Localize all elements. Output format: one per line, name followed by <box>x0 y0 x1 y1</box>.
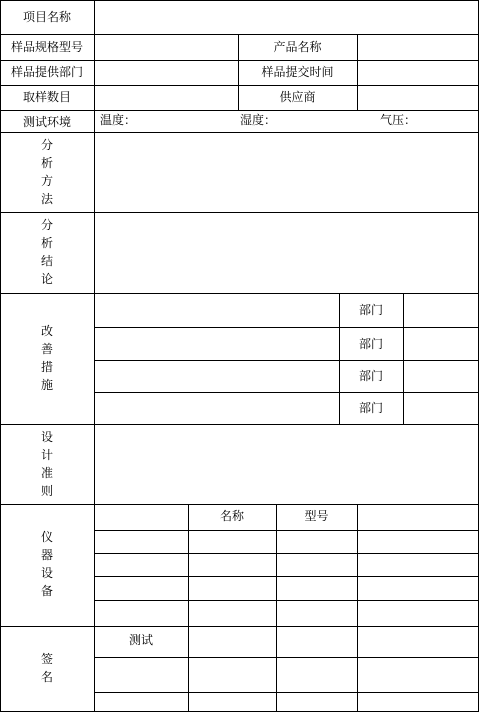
dept-label-4: 部门 <box>358 401 383 415</box>
improvement-label: 改善措施 <box>40 324 53 392</box>
temperature-label: 温度： <box>100 113 137 127</box>
dept-field-1[interactable] <box>404 294 478 327</box>
test-signature-field[interactable] <box>189 627 276 657</box>
name-column-header: 名称 <box>219 509 244 523</box>
design-criteria-field[interactable] <box>95 425 478 504</box>
sample-count-label: 取样数目 <box>22 90 71 104</box>
signature-label: 签名 <box>40 652 53 684</box>
test-env-label: 测试环境 <box>22 115 71 129</box>
sample-dept-label: 样品提供部门 <box>10 65 83 79</box>
sample-submit-time-field[interactable] <box>358 61 478 85</box>
analysis-conclusion-field[interactable] <box>95 213 478 293</box>
improvement-field-2[interactable] <box>95 328 339 360</box>
analysis-conclusion-label: 分析结论 <box>40 218 53 286</box>
dept-field-4[interactable] <box>404 393 478 424</box>
equipment-label: 仪器设备 <box>40 530 53 598</box>
analysis-method-label: 分析方法 <box>40 138 53 206</box>
sample-count-field[interactable] <box>95 86 238 110</box>
humidity-label: 湿度： <box>240 113 277 127</box>
dept-label-2: 部门 <box>358 337 383 351</box>
pressure-label: 气压： <box>380 113 417 127</box>
test-signature-label: 测试 <box>128 633 153 647</box>
improvement-field-3[interactable] <box>95 361 339 392</box>
sample-spec-field[interactable] <box>95 35 238 60</box>
dept-field-3[interactable] <box>404 361 478 392</box>
sample-dept-field[interactable] <box>95 61 238 85</box>
improvement-field-1[interactable] <box>95 294 339 327</box>
product-name-label: 产品名称 <box>273 40 322 54</box>
dept-field-2[interactable] <box>404 328 478 360</box>
dept-label-3: 部门 <box>358 369 383 383</box>
improvement-field-4[interactable] <box>95 393 339 424</box>
dept-label-1: 部门 <box>358 303 383 317</box>
model-column-header: 型号 <box>304 509 329 523</box>
project-name-label: 项目名称 <box>22 10 71 24</box>
project-name-field[interactable] <box>95 1 478 34</box>
sample-spec-label: 样品规格型号 <box>10 40 83 54</box>
sample-submit-time-label: 样品提交时间 <box>261 65 334 79</box>
analysis-method-field[interactable] <box>95 133 478 212</box>
design-criteria-label: 设计准则 <box>40 430 53 498</box>
product-name-field[interactable] <box>358 35 478 60</box>
supplier-field[interactable] <box>358 86 478 110</box>
supplier-label: 供应商 <box>279 90 316 104</box>
